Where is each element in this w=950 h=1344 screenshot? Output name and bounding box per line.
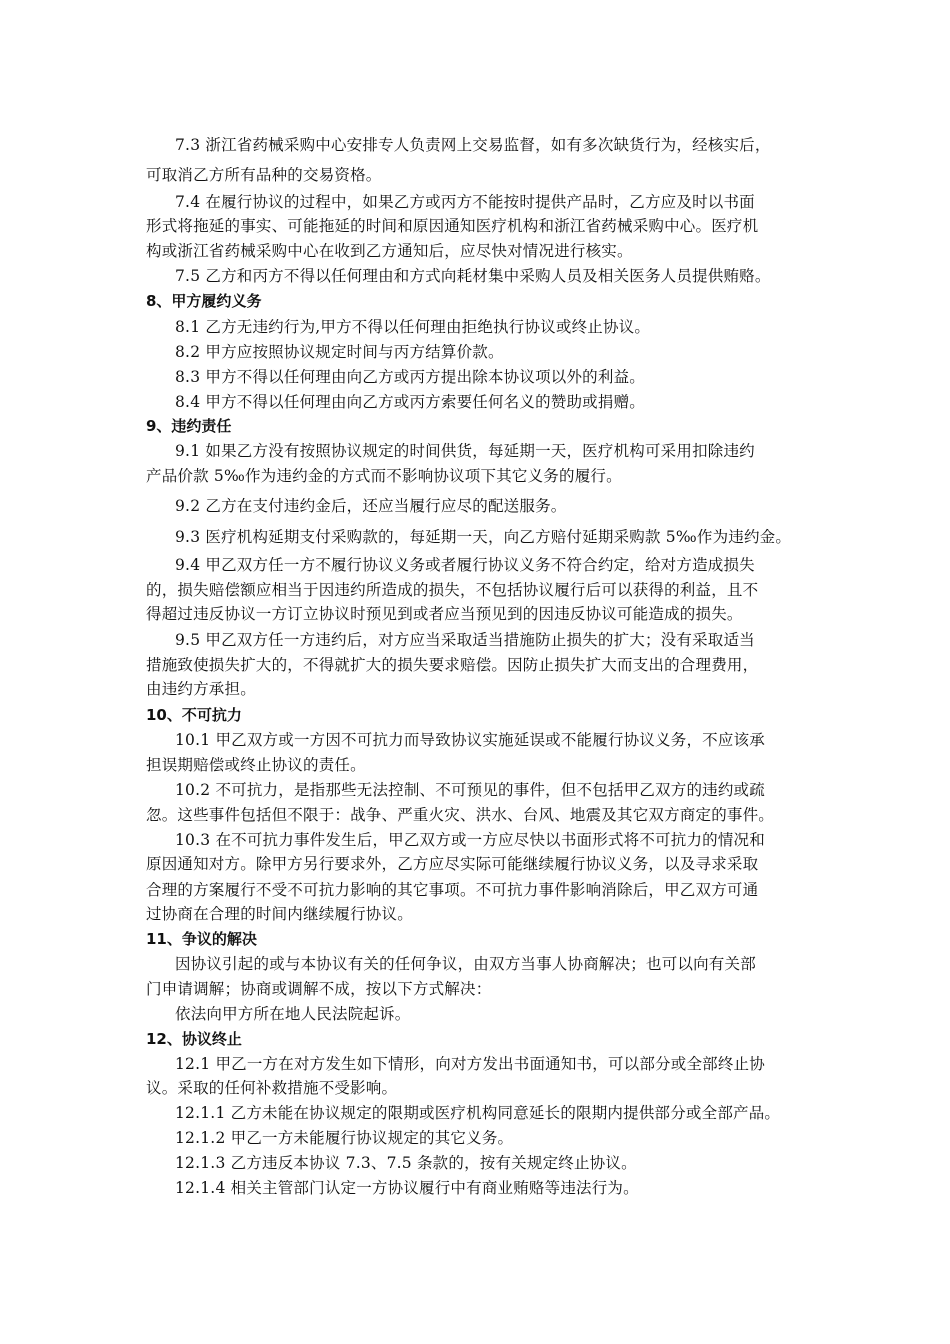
clause-7-3-line-1: 7.3 浙江省药械采购中心安排专人负责网上交易监督，如有多次缺货行为，经核实后， bbox=[175, 136, 771, 154]
clause-9-4-line-3: 得超过违反协议一方订立协议时预见到或者应当预见到的因违反协议可能造成的损失。 bbox=[146, 605, 743, 623]
clause-10-3-line-3: 合理的方案履行不受不可抗力影响的其它事项。不可抗力事件影响消除后，甲乙双方可通 bbox=[146, 881, 759, 899]
clause-9-4-line-1: 9.4 甲乙双方任一方不履行协议义务或者履行协议义务不符合约定，给对方造成损失 bbox=[175, 556, 755, 574]
section-11-heading: 11、争议的解决 bbox=[146, 930, 257, 948]
clause-7-5: 7.5 乙方和丙方不得以任何理由和方式向耗材集中采购人员及相关医务人员提供贿赂。 bbox=[175, 267, 771, 285]
clause-10-1-line-2: 担误期赔偿或终止协议的责任。 bbox=[146, 756, 366, 774]
section-12-heading: 12、协议终止 bbox=[146, 1030, 242, 1048]
clause-9-4-line-2: 的，损失赔偿额应相当于因违约所造成的损失，不包括协议履行后可以获得的利益，且不 bbox=[146, 581, 759, 599]
section-10-heading: 10、不可抗力 bbox=[146, 706, 242, 724]
clause-11-remedy: 依法向甲方所在地人民法院起诉。 bbox=[175, 1005, 411, 1023]
section-8-heading: 8、甲方履约义务 bbox=[146, 292, 262, 310]
clause-9-3: 9.3 医疗机构延期支付采购款的，每延期一天，向乙方赔付延期采购款 5‰作为违约金。 bbox=[175, 528, 792, 546]
clause-7-3-line-2: 可取消乙方所有品种的交易资格。 bbox=[146, 166, 382, 184]
clause-9-1-line-1: 9.1 如果乙方没有按照协议规定的时间供货，每延期一天，医疗机构可采用扣除违约 bbox=[175, 442, 755, 460]
clause-9-1-line-2: 产品价款 5‰作为违约金的方式而不影响协议项下其它义务的履行。 bbox=[146, 467, 622, 485]
clause-12-1-4: 12.1.4 相关主管部门认定一方协议履行中有商业贿赂等违法行为。 bbox=[175, 1179, 639, 1197]
clause-10-1-line-1: 10.1 甲乙双方或一方因不可抗力而导致协议实施延误或不能履行协议义务，不应该承 bbox=[175, 731, 765, 749]
clause-7-4-line-1: 7.4 在履行协议的过程中，如果乙方或丙方不能按时提供产品时，乙方应及时以书面 bbox=[175, 193, 755, 211]
clause-10-3-line-4: 过协商在合理的时间内继续履行协议。 bbox=[146, 905, 413, 923]
clause-12-1-line-1: 12.1 甲乙一方在对方发生如下情形，向对方发出书面通知书，可以部分或全部终止协 bbox=[175, 1055, 765, 1073]
clause-10-2-line-1: 10.2 不可抗力，是指那些无法控制、不可预见的事件，但不包括甲乙双方的违约或疏 bbox=[175, 781, 765, 799]
clause-9-5-line-2: 措施致使损失扩大的，不得就扩大的损失要求赔偿。因防止损失扩大而支出的合理费用， bbox=[146, 656, 759, 674]
clause-11-line-1: 因协议引起的或与本协议有关的任何争议，由双方当事人协商解决；也可以向有关部 bbox=[175, 955, 756, 973]
clause-8-1: 8.1 乙方无违约行为,甲方不得以任何理由拒绝执行协议或终止协议。 bbox=[175, 318, 651, 336]
clause-12-1-line-2: 议。采取的任何补救措施不受影响。 bbox=[146, 1079, 398, 1097]
clause-7-4-line-3: 构或浙江省药械采购中心在收到乙方通知后，应尽快对情况进行核实。 bbox=[146, 242, 633, 260]
clause-8-2: 8.2 甲方应按照协议规定时间与丙方结算价款。 bbox=[175, 343, 504, 361]
clause-9-5-line-1: 9.5 甲乙双方任一方违约后，对方应当采取适当措施防止损失的扩大；没有采取适当 bbox=[175, 631, 755, 649]
clause-11-line-2: 门申请调解；协商或调解不成，按以下方式解决： bbox=[146, 980, 492, 998]
clause-9-2: 9.2 乙方在支付违约金后，还应当履行应尽的配送服务。 bbox=[175, 497, 567, 515]
clause-12-1-2: 12.1.2 甲乙一方未能履行协议规定的其它义务。 bbox=[175, 1129, 514, 1147]
clause-8-4: 8.4 甲方不得以任何理由向乙方或丙方索要任何名义的赞助或捐赠。 bbox=[175, 393, 645, 411]
clause-10-2-line-2: 忽。这些事件包括但不限于：战争、严重火灾、洪水、台风、地震及其它双方商定的事件。 bbox=[146, 806, 775, 824]
clause-12-1-3: 12.1.3 乙方违反本协议 7.3、7.5 条款的，按有关规定终止协议。 bbox=[175, 1154, 637, 1172]
section-9-heading: 9、违约责任 bbox=[146, 417, 232, 435]
clause-9-5-line-3: 由违约方承担。 bbox=[146, 680, 256, 698]
clause-10-3-line-1: 10.3 在不可抗力事件发生后，甲乙双方或一方应尽快以书面形式将不可抗力的情况和 bbox=[175, 831, 765, 849]
clause-10-3-line-2: 原因通知对方。除甲方另行要求外，乙方应尽实际可能继续履行协议义务，以及寻求采取 bbox=[146, 855, 759, 873]
clause-7-4-line-2: 形式将拖延的事实、可能拖延的时间和原因通知医疗机构和浙江省药械采购中心。医疗机 bbox=[146, 217, 759, 235]
clause-12-1-1: 12.1.1 乙方未能在协议规定的限期或医疗机构同意延长的限期内提供部分或全部产品。 bbox=[175, 1104, 781, 1122]
clause-8-3: 8.3 甲方不得以任何理由向乙方或丙方提出除本协议项以外的利益。 bbox=[175, 368, 645, 386]
